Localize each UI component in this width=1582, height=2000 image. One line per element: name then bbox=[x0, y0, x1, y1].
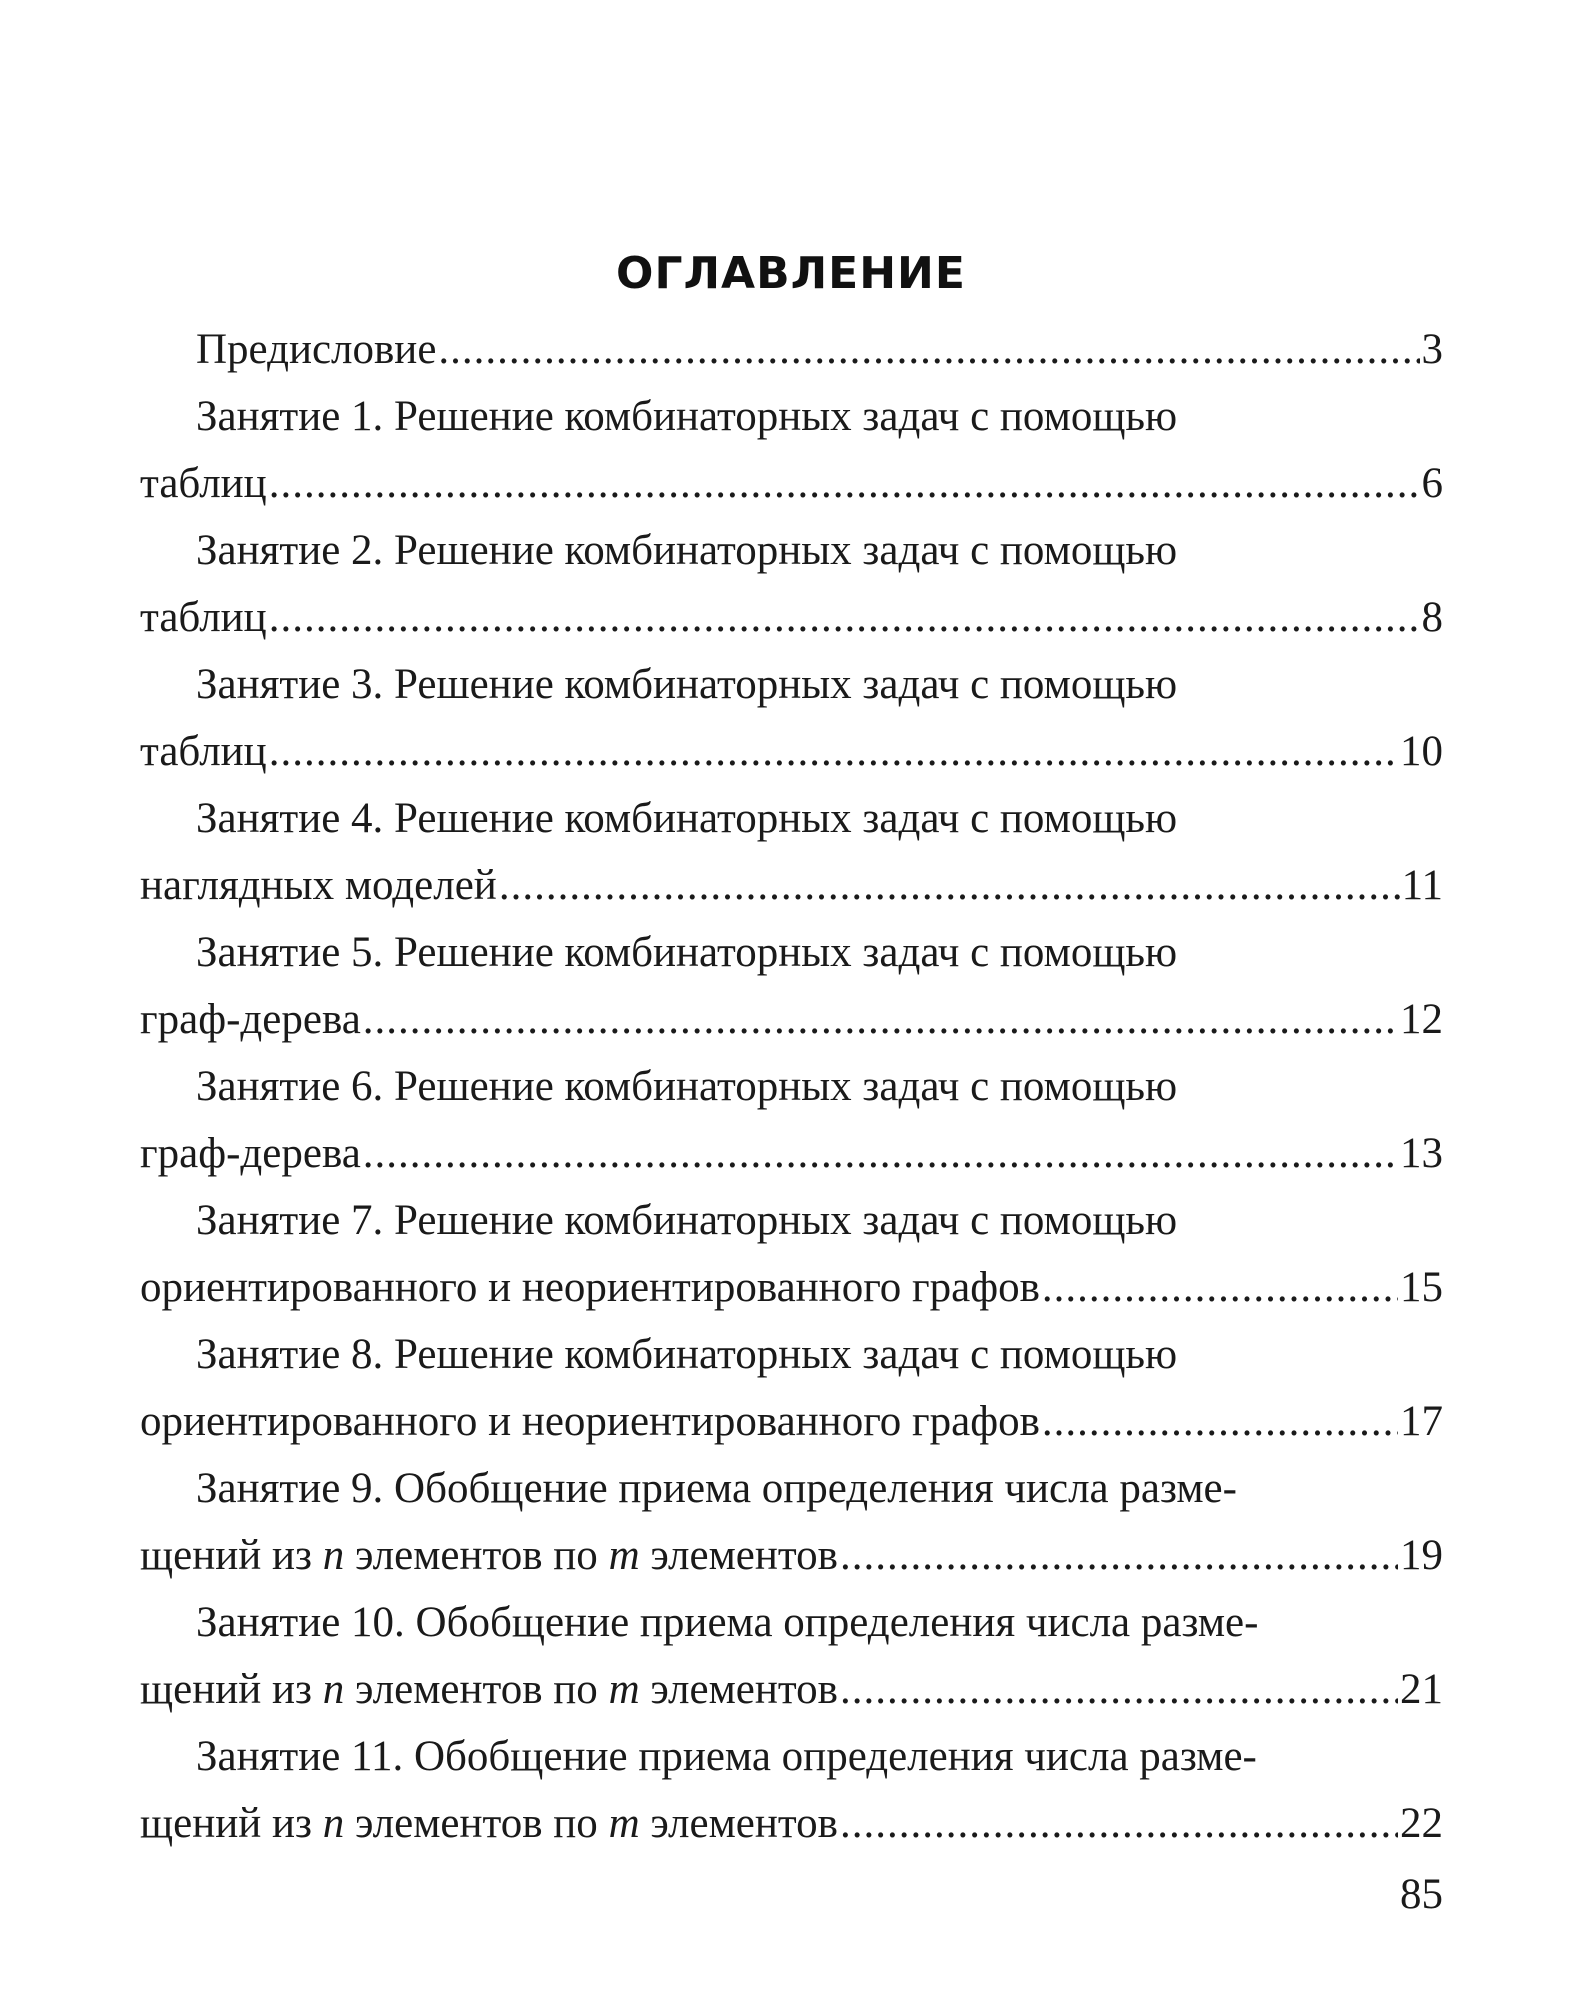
toc-page-number: 8 bbox=[1421, 594, 1443, 641]
page-title: ОГЛАВЛЕНИЕ bbox=[616, 248, 966, 299]
label-text: щений из bbox=[140, 1666, 323, 1713]
toc-entry-label: Занятие 6. Решение комбинаторных задач с помощью bbox=[196, 1063, 1178, 1110]
toc-entry-label: ориентированного и неориентированного графов bbox=[140, 1398, 1040, 1445]
dot-leader bbox=[840, 1522, 1398, 1589]
toc-entry-label: Занятие 3. Решение комбинаторных задач с помощью bbox=[196, 661, 1178, 708]
toc-entry-label: Занятие 10. Обобщение приема определения числа разме- bbox=[196, 1599, 1259, 1646]
toc-entry-lesson-6-continuation[interactable] bbox=[140, 1120, 1443, 1187]
toc-entry-label: Занятие 2. Решение комбинаторных задач с помощью bbox=[196, 527, 1178, 574]
dot-leader bbox=[1042, 1388, 1398, 1455]
page-number: 85 bbox=[1400, 1871, 1443, 1918]
toc-entry-lesson-10-title[interactable] bbox=[140, 1589, 1443, 1656]
toc-entry-lesson-2-continuation[interactable] bbox=[140, 584, 1443, 651]
label-text: щений из bbox=[140, 1532, 323, 1579]
variable-m: m bbox=[608, 1666, 640, 1713]
toc-page-number: 3 bbox=[1421, 326, 1443, 373]
toc-entry-label: таблиц bbox=[140, 460, 267, 507]
toc-entry-lesson-4-title[interactable] bbox=[140, 785, 1443, 852]
toc-entry-preface[interactable] bbox=[140, 316, 1443, 383]
toc-entry-lesson-9-title[interactable] bbox=[140, 1455, 1443, 1522]
variable-n: n bbox=[322, 1666, 345, 1713]
toc-page-number: 13 bbox=[1400, 1130, 1443, 1177]
toc-entry-label: Занятие 11. Обобщение приема определения числа разме- bbox=[196, 1733, 1257, 1780]
toc-entry-label: наглядных моделей bbox=[140, 862, 497, 909]
dot-leader bbox=[840, 1656, 1398, 1723]
toc-entry-lesson-5-title[interactable] bbox=[140, 919, 1443, 986]
label-text: щений из bbox=[140, 1800, 323, 1847]
toc-page-number: 15 bbox=[1400, 1264, 1443, 1311]
toc-page-number: 21 bbox=[1400, 1666, 1443, 1713]
label-text: элементов по bbox=[344, 1532, 609, 1579]
toc-entry-lesson-7-continuation[interactable] bbox=[140, 1254, 1443, 1321]
toc-entry-lesson-9-continuation[interactable] bbox=[140, 1522, 1443, 1589]
toc-entry-label: Занятие 7. Решение комбинаторных задач с помощью bbox=[196, 1197, 1178, 1244]
toc-entry-label: таблиц bbox=[140, 594, 267, 641]
dot-leader bbox=[499, 852, 1400, 919]
toc-entry-label bbox=[140, 1790, 838, 1857]
toc-entry-label: граф-дерева bbox=[140, 1130, 361, 1177]
toc-entry-label: Занятие 8. Решение комбинаторных задач с помощью bbox=[196, 1331, 1178, 1378]
toc-page-number: 11 bbox=[1401, 862, 1443, 909]
toc-page-number: 19 bbox=[1400, 1532, 1443, 1579]
label-text: элементов по bbox=[344, 1800, 609, 1847]
toc-entry-label: граф-дерева bbox=[140, 996, 361, 1043]
variable-n: n bbox=[322, 1532, 345, 1579]
variable-m: m bbox=[608, 1800, 640, 1847]
dot-leader bbox=[438, 316, 1419, 383]
label-text: элементов bbox=[639, 1800, 838, 1847]
toc-entry-lesson-4-continuation[interactable] bbox=[140, 852, 1443, 919]
toc-entry-label bbox=[140, 1656, 838, 1723]
toc-entry-lesson-8-title[interactable] bbox=[140, 1321, 1443, 1388]
label-text: элементов по bbox=[344, 1666, 609, 1713]
toc-page-number: 22 bbox=[1400, 1800, 1443, 1847]
dot-leader bbox=[269, 450, 1420, 517]
toc-entry-lesson-11-title[interactable] bbox=[140, 1723, 1443, 1790]
dot-leader bbox=[269, 718, 1398, 785]
label-text: элементов bbox=[639, 1666, 838, 1713]
toc-entry-label: Занятие 5. Решение комбинаторных задач с помощью bbox=[196, 929, 1178, 976]
variable-n: n bbox=[322, 1800, 345, 1847]
dot-leader bbox=[840, 1790, 1398, 1857]
toc-entry-label: таблиц bbox=[140, 728, 267, 775]
dot-leader bbox=[1042, 1254, 1398, 1321]
dot-leader bbox=[363, 1120, 1398, 1187]
toc-entry-lesson-7-title[interactable] bbox=[140, 1187, 1443, 1254]
toc-entry-lesson-11-continuation[interactable] bbox=[140, 1790, 1443, 1857]
toc-page-number: 6 bbox=[1421, 460, 1443, 507]
dot-leader bbox=[363, 986, 1398, 1053]
toc-entry-lesson-10-continuation[interactable] bbox=[140, 1656, 1443, 1723]
toc-entry-lesson-2-title[interactable] bbox=[140, 517, 1443, 584]
toc-entry-label: Занятие 4. Решение комбинаторных задач с помощью bbox=[196, 795, 1178, 842]
toc-entry-lesson-6-title[interactable] bbox=[140, 1053, 1443, 1120]
toc-page-number: 17 bbox=[1400, 1398, 1443, 1445]
toc-entry-label: Занятие 9. Обобщение приема определения числа разме- bbox=[196, 1465, 1237, 1512]
toc-entry-lesson-5-continuation[interactable] bbox=[140, 986, 1443, 1053]
toc-entry-label: Занятие 1. Решение комбинаторных задач с помощью bbox=[196, 393, 1178, 440]
toc-entry-label: Предисловие bbox=[196, 326, 437, 373]
dot-leader bbox=[269, 584, 1420, 651]
toc-entry-lesson-8-continuation[interactable] bbox=[140, 1388, 1443, 1455]
toc-page-number: 10 bbox=[1400, 728, 1443, 775]
variable-m: m bbox=[608, 1532, 640, 1579]
toc-entry-label: ориентированного и неориентированного графов bbox=[140, 1264, 1040, 1311]
toc-page-number: 12 bbox=[1400, 996, 1443, 1043]
toc-entry-lesson-3-continuation[interactable] bbox=[140, 718, 1443, 785]
toc-entry-lesson-1-continuation[interactable] bbox=[140, 450, 1443, 517]
toc-entry-label bbox=[140, 1522, 838, 1589]
toc-entry-lesson-3-title[interactable] bbox=[140, 651, 1443, 718]
label-text: элементов bbox=[639, 1532, 838, 1579]
table-of-contents bbox=[140, 316, 1443, 1857]
toc-entry-lesson-1-title[interactable] bbox=[140, 383, 1443, 450]
